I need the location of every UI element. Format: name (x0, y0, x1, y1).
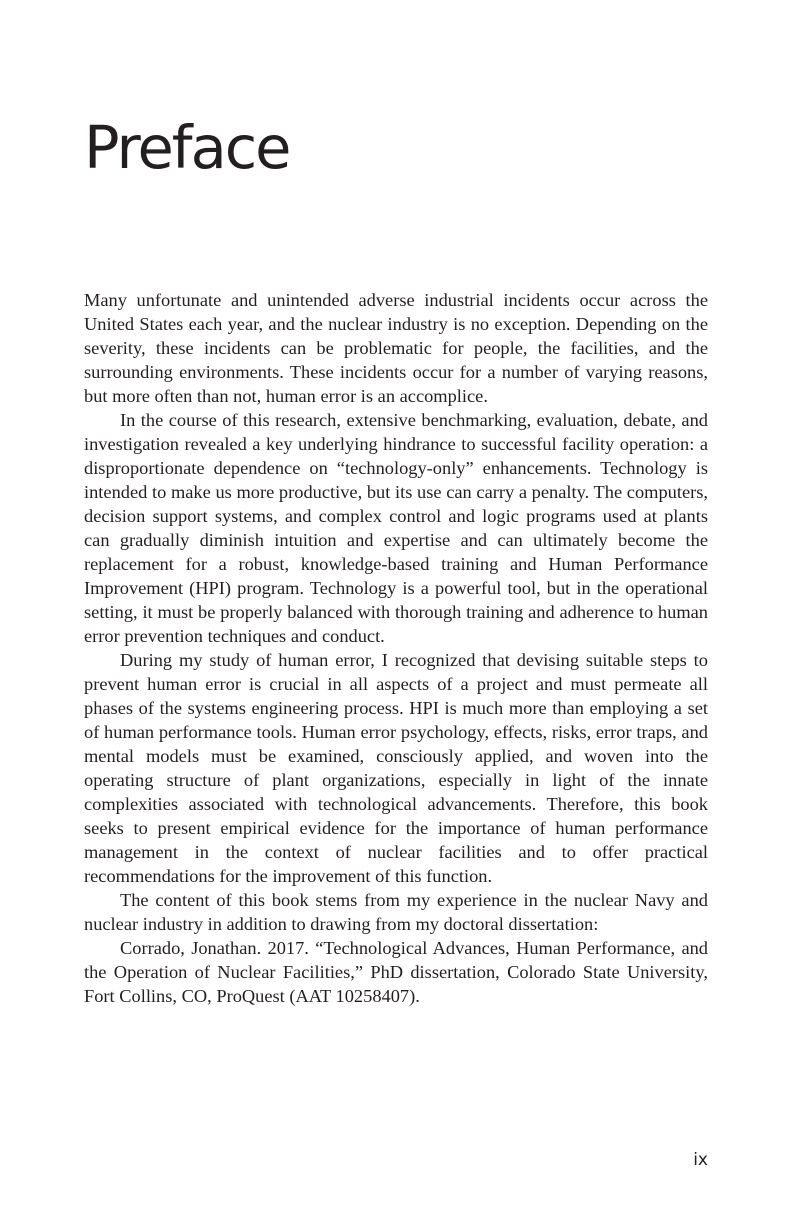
preface-body (84, 288, 708, 1008)
paragraph-content-source: The content of this book stems from my experience in the nuclear Navy and nuclear industry in addition to drawing from my doctoral dissertation: (84, 890, 708, 934)
paragraph-intro: Many unfortunate and unintended adverse industrial incidents occur across the United States each year, and the nuclear industry is no exception. Depending on the severity, these incidents can be problematic for people, the facilities, and the surrounding environments. These incidents occur for a number of varying reasons, but more often than not, human error is an accomplice. (84, 290, 708, 406)
paragraph-research: In the course of this research, extensive benchmarking, evaluation, debate, and investigation revealed a key underlying hindrance to successful facility operation: a disproportionate dependence on “technology-only” enhancements. Technology is intended to make us more productive, but its use can carry a penalty. The computers, decision support systems, and complex control and logic programs used at plants can gradually diminish intuition and expertise and can ultimately become the replacement for a robust, knowledge-based training and Human Performance Improvement (HPI) program. Technology is a powerful tool, but in the operational setting, it must be properly balanced with thorough training and adherence to human error prevention techniques and conduct. (84, 410, 708, 646)
chapter-title: Preface (84, 113, 290, 182)
paragraph-citation: Corrado, Jonathan. 2017. “Technological Advances, Human Performance, and the Operation of Nuclear Facilities,” PhD dissertation, Colorado State University, Fort Collins, CO, ProQuest (AAT 10258407). (84, 938, 708, 1006)
paragraph-human-error: During my study of human error, I recognized that devising suitable steps to prevent human error is crucial in all aspects of a project and must permeate all phases of the systems engineering process. HPI is much more than employing a set of human performance tools. Human error psychology, effects, risks, error traps, and mental models must be examined, consciously applied, and woven into the operating structure of plant organizations, especially in light of the innate complexities associated with technological advancements. Therefore, this book seeks to present empirical evidence for the importance of human performance management in the context of nuclear facilities and to offer practical recommendations for the improvement of this function. (84, 650, 708, 886)
page-number: ix (693, 1150, 708, 1170)
